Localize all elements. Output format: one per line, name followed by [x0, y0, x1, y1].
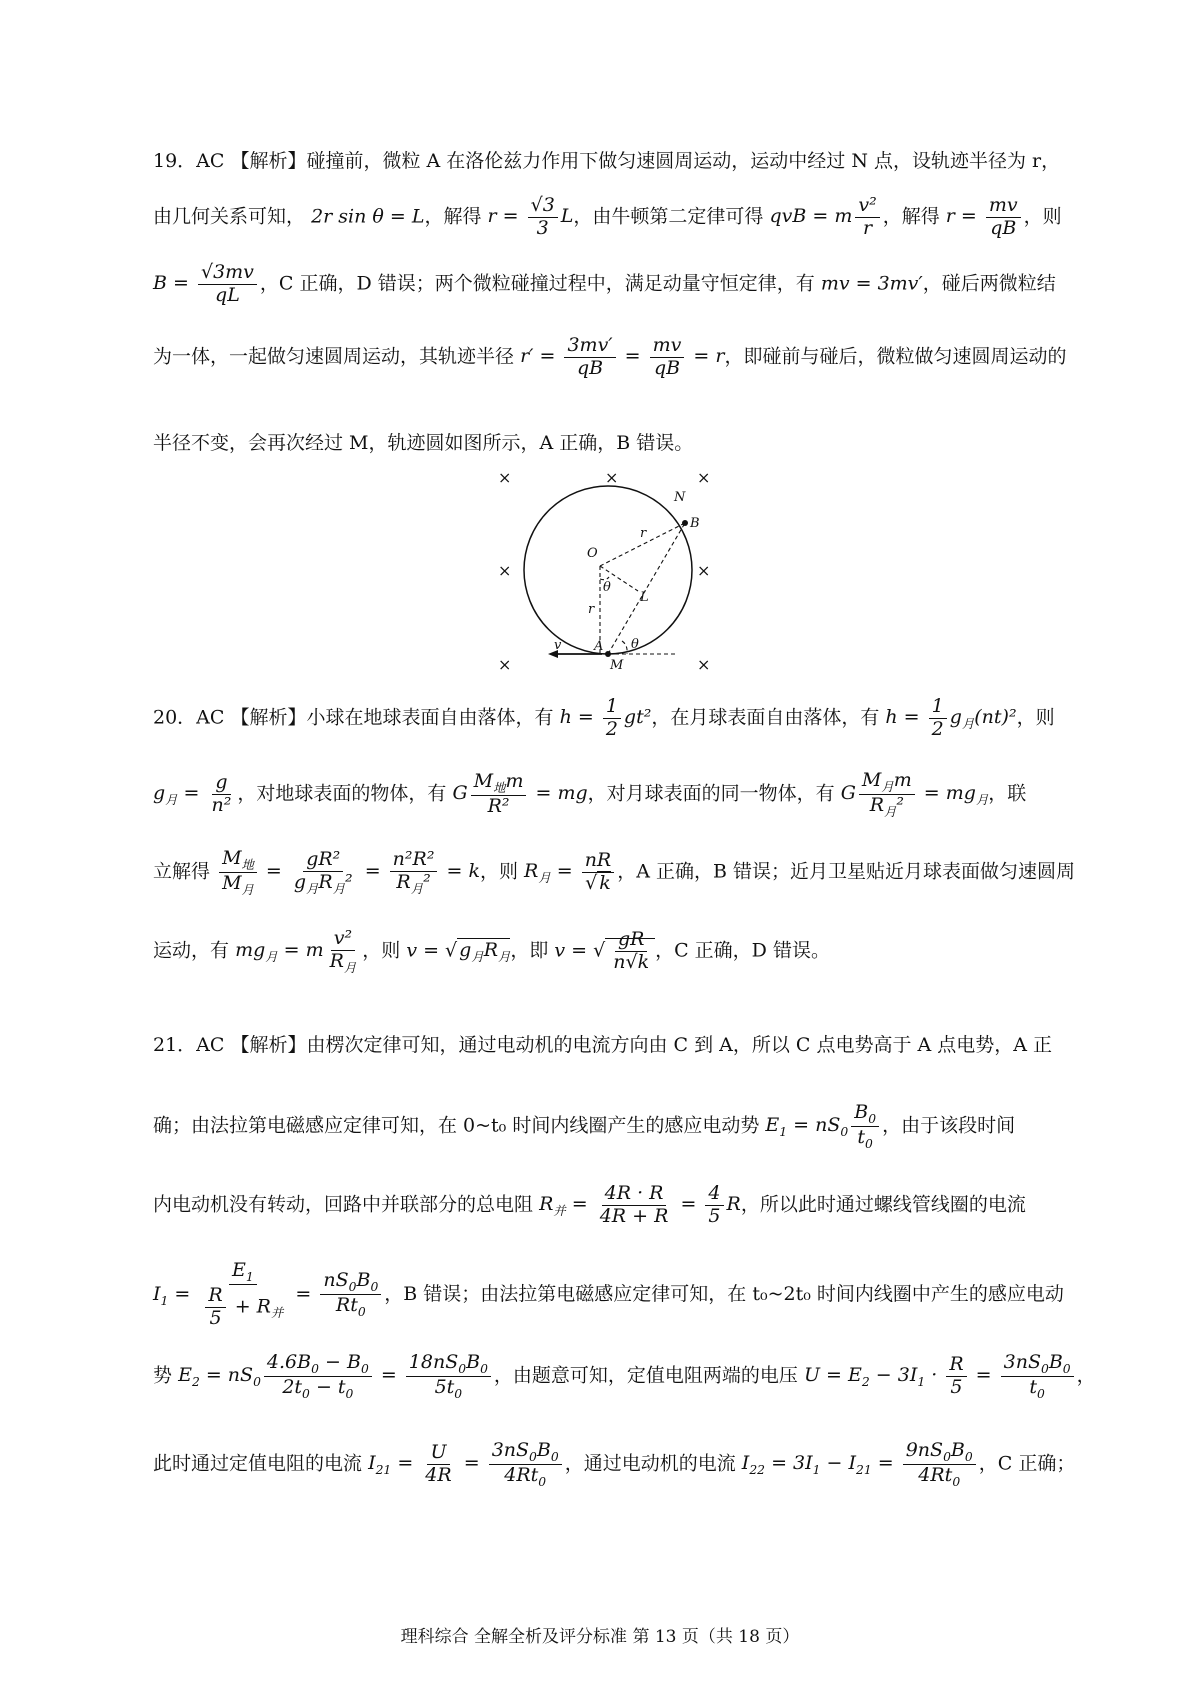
q21-line-6: [153, 1440, 1105, 1489]
label-N: N: [674, 490, 686, 505]
q21-text-6c: ，C 正确；: [978, 1452, 1076, 1475]
point-M: [605, 651, 611, 657]
q20-text-4b: ，则: [362, 939, 401, 962]
q21-text-6b: ，通过电动机的电流: [564, 1452, 736, 1475]
q20-line-4: [153, 928, 1105, 975]
q21-text-1: 由楞次定律可知，通过电动机的电流方向由 C 到 A，所以 C 点电势高于 A 点电势，A 正: [306, 1034, 1053, 1056]
q21-text-2b: ，由于该段时间: [882, 1114, 1016, 1137]
trajectory-figure: [490, 465, 740, 680]
q19-line-1: [153, 146, 1105, 173]
q21-text-3b: ，所以此时通过螺线管线圈的电流: [740, 1193, 1026, 1216]
label-theta-bottom: θ: [631, 637, 639, 652]
q20-tag: 【解析】: [230, 706, 307, 729]
q20-eq-mass-ratio: $\frac{M_地}{M_月}$ = $\frac{\text{gR²}}{g_月R_月^2}$ = $\frac{\text{n²R²}}{R_月^2}$ = k: [216, 860, 480, 882]
q21-eq-I22: $I_{22} = 3I_1 - I_{21}$ = $\frac{9nS_0B_0}{4Rt_0}$: [742, 1452, 979, 1474]
q20-eq-v1: v = √ $g_月R_月$: [406, 939, 511, 965]
q19-text-2d: ，由牛顿第二定律可得: [573, 205, 764, 228]
q21-text-2a: 确；由法拉第电磁感应定律可知，在 0~t₀ 时间内线圈产生的感应电动势: [153, 1114, 760, 1137]
q19-eq-newton: qvB = m $\frac{\text{v²}}{r}$: [769, 205, 882, 227]
q19-line-4: [153, 335, 1105, 380]
q19-line-2: [153, 195, 1105, 240]
q20-text-1b: ，在月球表面自由落体，有: [651, 706, 880, 729]
q21-text-5a: 势: [153, 1364, 173, 1387]
cross-mark: ×: [697, 561, 711, 580]
label-L: L: [640, 590, 649, 605]
q20-eq-Rmoon: $R_月$ = $\frac{nR}{√ k}$: [524, 860, 617, 882]
label-r-lower: r: [588, 602, 595, 617]
q21-eq-U: $U = E_2 - 3I_1$ · $\frac{R}{5}$ = $\frac{3nS_0B_0}{t_0}$: [804, 1364, 1077, 1386]
cross-mark: ×: [697, 468, 711, 487]
label-O: O: [587, 546, 598, 561]
q20-text-2a: ，对地球表面的物体，有: [237, 782, 447, 805]
q19-tag: 【解析】: [230, 150, 307, 172]
q20-text-3a: 立解得: [153, 860, 211, 883]
q20-eq-moon-gravity: G $\frac{M_月m}{R_月^2}$ = $mg_月$: [840, 769, 989, 819]
q20-eq-v2: v = √ $\frac{gR}{n√k}$: [554, 938, 655, 961]
q19-text-3a: ，C 正确，D 错误；两个微粒碰撞过程中，满足动量守恒定律，有: [259, 272, 815, 295]
q19-eq-rprime: r′ = $\frac{3mv'}{qB}$ = $\frac{mv}{qB}$ = r: [520, 334, 725, 379]
q21-eq-I21: $I_{21}$ = $\frac{U}{4R}$ = $\frac{3nS_0B_0}{4Rt_0}$: [368, 1452, 565, 1474]
q20-line-3: [153, 848, 1105, 897]
q20-eq-earth-gravity: G $\frac{M_地m}{\text{R²}}$ = mg: [452, 770, 588, 818]
q20-line-1: [153, 696, 1105, 741]
q19-eq-r2: r = $\frac{mv}{qB}$: [946, 205, 1024, 227]
q21-eq-E1: $E_1 = nS_0$ $\frac{B_0}{t_0}$: [765, 1114, 882, 1136]
cross-mark: ×: [605, 468, 619, 487]
q19-eq-B: B = $\frac{√3mv}{qL}$: [153, 272, 260, 294]
q21-line-1: [153, 1030, 1105, 1057]
q20-text-2c: ，联: [988, 782, 1027, 805]
page-footer: 理科综合 全解全析及评分标准 第 13 页（共 18 页）: [400, 1627, 800, 1647]
q19-line-5: 半径不变，会再次经过 M，轨迹圆如图所示，A 正确，B 错误。: [153, 432, 694, 454]
q19-text-2f: ，则: [1023, 205, 1062, 228]
q21-tag: 【解析】: [230, 1034, 307, 1056]
cross-mark: ×: [697, 655, 711, 674]
q19-text-2c: ，解得: [424, 205, 482, 228]
q19-text-1: 碰撞前，微粒 A 在洛伦兹力作用下做匀速圆周运动，运动中经过 N 点，设轨迹半径为 r，: [306, 150, 1061, 172]
q19-eq-geometry: 2r sin θ = L: [311, 205, 425, 228]
label-v: v: [554, 638, 562, 653]
q21-text-6a: 此时通过定值电阻的电流: [153, 1452, 363, 1475]
q21-text-3a: 内电动机没有转动，回路中并联部分的总电阻: [153, 1193, 534, 1216]
q20-eq-moon-fall: h = $\frac{1}{2}$ $g_月(nt)^2$: [885, 695, 1017, 740]
q21-line-5: [153, 1352, 1105, 1401]
q21-line-4: [153, 1260, 1105, 1330]
q21-eq-I1: $I_1$ = $E_1$ $\frac{R}{5}$ + $R_并$ = $\frac{nS_0B_0}{Rt_0}$: [153, 1283, 384, 1305]
q19-eq-r: r = $\frac{√3}{3}$ L: [487, 194, 574, 239]
q20-eq-orbit: $mg_月 = m$ $\frac{\text{v²}}{R_月}$: [235, 927, 357, 975]
label-r-upper: r: [640, 526, 647, 541]
q21-line-2: [153, 1102, 1105, 1151]
q20-text-4d: ，C 正确，D 错误。: [655, 939, 830, 962]
q19-text-2a: 由几何关系可知，: [153, 205, 306, 228]
q20-line-2: [153, 770, 1105, 819]
q21-eq-E2: $E_2 = nS_0$ $\frac{4.6B_0 - B_0}{2t_0 - t_0}$ = $\frac{18nS_0B_0}{5t_0}$: [178, 1364, 494, 1386]
q20-text-2b: ，对月球表面的同一物体，有: [587, 782, 835, 805]
q19-number: 19．AC: [153, 150, 225, 172]
q20-text-3b: ，则: [479, 860, 518, 883]
q21-text-5b: ，由题意可知，定值电阻两端的电压: [493, 1364, 798, 1387]
q19-line-3: [153, 262, 1105, 307]
q21-text-4a: ，B 错误；由法拉第电磁感应定律可知，在 t₀~2t₀ 时间内线圈中产生的感应电动: [384, 1282, 1064, 1305]
q19-text-4a: 为一体，一起做匀速圆周运动，其轨迹半径: [153, 345, 515, 368]
label-theta-top: θ: [603, 580, 611, 595]
q21-line-3: [153, 1183, 1105, 1228]
q19-text-4b: ，即碰前与碰后，微粒做匀速圆周运动的: [724, 345, 1067, 368]
point-B: [682, 520, 688, 526]
cross-mark: ×: [498, 655, 512, 674]
label-A: A: [594, 639, 604, 654]
q20-text-1c: ，则: [1016, 706, 1055, 729]
cross-mark: ×: [498, 561, 512, 580]
q21-text-5c: ，: [1076, 1364, 1096, 1387]
cross-mark: ×: [498, 468, 512, 487]
trajectory-circle: [524, 486, 692, 654]
q20-text-4a: 运动，有: [153, 939, 230, 962]
q20-eq-earth-fall: h = $\frac{1}{2}$ gt²: [559, 695, 652, 740]
q20-text-1a: 小球在地球表面自由落体，有: [306, 706, 554, 729]
label-B: B: [690, 516, 700, 531]
label-M: M: [610, 658, 624, 673]
q20-text-3c: ，A 正确，B 错误；近月卫星贴近月球表面做匀速圆周: [617, 860, 1075, 883]
q20-number: 20．AC: [153, 706, 225, 729]
q19-eq-momentum: mv = 3mv′: [820, 272, 923, 295]
q21-number: 21．AC: [153, 1034, 225, 1056]
q20-eq-gmoon: $g_月$ = $\frac{g}{\text{n²}}$: [153, 771, 232, 816]
q19-text-2e: ，解得: [882, 205, 940, 228]
q21-eq-Rparallel: $R_并$ = $\frac{4R \cdot R}{4R + R}$ = $\frac{4}{5}$ R: [539, 1182, 741, 1227]
q20-text-4c: ，即: [510, 939, 549, 962]
q19-text-3c: ，碰后两微粒结: [922, 272, 1056, 295]
